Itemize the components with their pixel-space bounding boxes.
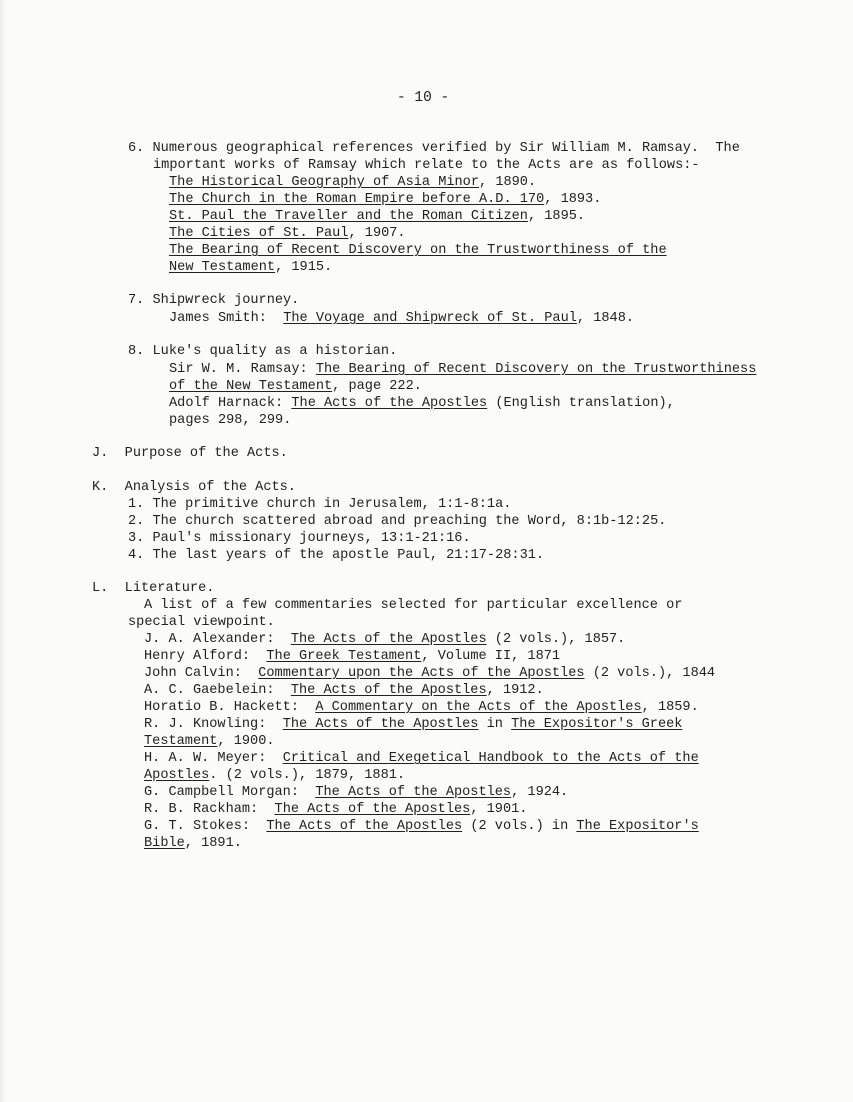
ref-title: The Acts of the Apostles (290, 632, 487, 647)
ramsay-reference-cont: of the New Testament, page 222. (169, 379, 422, 394)
ref-author: James Smith: (169, 311, 284, 326)
item7-number: 7. (128, 293, 145, 308)
work-title: The Cities of St. Paul (169, 226, 349, 241)
literature-intro-cont: special viewpoint. (128, 615, 275, 630)
ref-author: John Calvin: (144, 666, 259, 681)
analysis-item: 4. The last years of the apostle Paul, 21:17-28:31. (128, 548, 545, 563)
ref-author: R. B. Rackham: (144, 802, 275, 817)
ref-title: The Acts of the Apostles (315, 785, 512, 800)
ref-title: The Expositor's (576, 819, 699, 834)
commentary-meyer (144, 750, 699, 767)
ref-title: The Expositor's Greek (511, 717, 683, 732)
ramsay-work-2: The Church in the Roman Empire before A.D. 170, 1893. (169, 192, 602, 207)
ref-title: The Acts of the Apostles (291, 396, 488, 411)
ref-title: The Acts of the Apostles (282, 717, 479, 732)
commentary-meyer-cont: Apostles. (2 vols.), 1879, 1881. (144, 768, 406, 783)
item8-line1 (128, 343, 397, 360)
commentary-rackham: R. B. Rackham: The Acts of the Apostles, 1901. (144, 802, 528, 817)
commentary-hackett: Horatio B. Hackett: A Commentary on the Acts of the Apostles, 1859. (144, 700, 699, 715)
ref-title: Critical and Exegetical Handbook to the Acts of the (282, 751, 699, 766)
ramsay-work-5 (169, 242, 667, 259)
item6-text: Numerous geographical references verified by Sir William M. Ramsay. The (152, 141, 740, 156)
ramsay-work-5-cont: New Testament, 1915. (169, 260, 333, 275)
item6-number: 6. (128, 141, 145, 156)
smith-reference: James Smith: The Voyage and Shipwreck of St. Paul, 1848. (169, 311, 635, 326)
section-l-heading (92, 580, 214, 597)
section-k-heading (92, 479, 296, 496)
analysis-item: 3. Paul's missionary journeys, 13:1-21:16. (128, 531, 471, 546)
ref-author: G. T. Stokes: (144, 819, 267, 834)
commentary-calvin: John Calvin: Commentary upon the Acts of the Apostles (2 vols.), 1844 (144, 666, 716, 681)
ref-author: J. A. Alexander: (144, 632, 291, 647)
ref-title: The Acts of the Apostles (274, 802, 471, 817)
work-title: The Church in the Roman Empire before A.D. 170 (169, 192, 545, 207)
commentary-knowling-cont: Testament, 1900. (144, 734, 275, 749)
item7-text: Shipwreck journey. (152, 293, 300, 308)
work-title: New Testament (169, 260, 276, 275)
ref-title: Bible (144, 836, 185, 851)
section-letter: L. (92, 581, 109, 596)
commentary-alford: Henry Alford: The Greek Testament, Volume II, 1871 (144, 649, 561, 664)
commentary-knowling: R. J. Knowling: The Acts of the Apostles in The Expositor's Greek (144, 717, 683, 732)
commentary-stokes: G. T. Stokes: The Acts of the Apostles (2 vols.) in The Expositor's (144, 819, 699, 834)
commentary-gaebelein: A. C. Gaebelein: The Acts of the Apostles, 1912. (144, 683, 544, 698)
page-number: - 10 - (397, 90, 450, 106)
ref-author: G. Campbell Morgan: (144, 785, 316, 800)
harnack-reference-cont: pages 298, 299. (169, 413, 292, 428)
section-letter: J. (92, 446, 109, 461)
ref-author: Horatio B. Hackett: (144, 700, 316, 715)
section-title: Analysis of the Acts. (124, 480, 296, 495)
ref-author: A. C. Gaebelein: (144, 683, 291, 698)
item8-number: 8. (128, 344, 145, 359)
ref-author: Adolf Harnack: (169, 396, 292, 411)
work-title: The Historical Geography of Asia Minor (169, 175, 479, 190)
ref-title: The Bearing of Recent Discovery on the Trustworthiness (315, 362, 757, 377)
ref-title: Testament (144, 734, 218, 749)
ref-title: The Acts of the Apostles (290, 683, 487, 698)
commentary-stokes-cont: Bible, 1891. (144, 836, 242, 851)
section-letter: K. (92, 480, 109, 495)
analysis-item: 1. The primitive church in Jerusalem, 1:1-8:1a. (128, 497, 512, 512)
item7-line1 (128, 292, 299, 309)
ref-author: Henry Alford: (144, 649, 267, 664)
ref-title: The Greek Testament (266, 649, 422, 664)
ref-title: Apostles (144, 768, 210, 783)
item8-text: Luke's quality as a historian. (152, 344, 398, 359)
item6-text-cont: important works of Ramsay which relate to the Acts are as follows:- (153, 158, 700, 173)
section-j-heading (92, 445, 288, 462)
ramsay-work-1: The Historical Geography of Asia Minor, 1890. (169, 175, 537, 190)
ramsay-reference (169, 361, 756, 378)
analysis-item: 2. The church scattered abroad and preaching the Word, 8:1b-12:25. (128, 514, 667, 529)
section-title: Purpose of the Acts. (124, 446, 288, 461)
commentary-alexander: J. A. Alexander: The Acts of the Apostles (2 vols.), 1857. (144, 632, 626, 647)
harnack-reference: Adolf Harnack: The Acts of the Apostles (English translation), (169, 396, 675, 411)
ref-title: of the New Testament (169, 379, 333, 394)
ref-title: The Acts of the Apostles (266, 819, 463, 834)
item6-line1 (128, 140, 740, 157)
literature-intro: A list of a few commentaries selected for particular excellence or (144, 598, 683, 613)
ref-title: Commentary upon the Acts of the Apostles (258, 666, 585, 681)
ramsay-work-3: St. Paul the Traveller and the Roman Citizen, 1895. (169, 209, 586, 224)
work-title: The Bearing of Recent Discovery on the Trustworthiness of the (169, 243, 667, 258)
page-edge-shadow (0, 0, 6, 1102)
ref-author: Sir W. M. Ramsay: (169, 362, 316, 377)
ref-author: R. J. Knowling: (144, 717, 283, 732)
ref-title: A Commentary on the Acts of the Apostles (315, 700, 642, 715)
commentary-morgan: G. Campbell Morgan: The Acts of the Apostles, 1924. (144, 785, 569, 800)
ramsay-work-4: The Cities of St. Paul, 1907. (169, 226, 406, 241)
ref-author: H. A. W. Meyer: (144, 751, 283, 766)
work-title: St. Paul the Traveller and the Roman Citizen (169, 209, 528, 224)
section-title: Literature. (124, 581, 215, 596)
ref-title: The Voyage and Shipwreck of St. Paul (283, 311, 577, 326)
